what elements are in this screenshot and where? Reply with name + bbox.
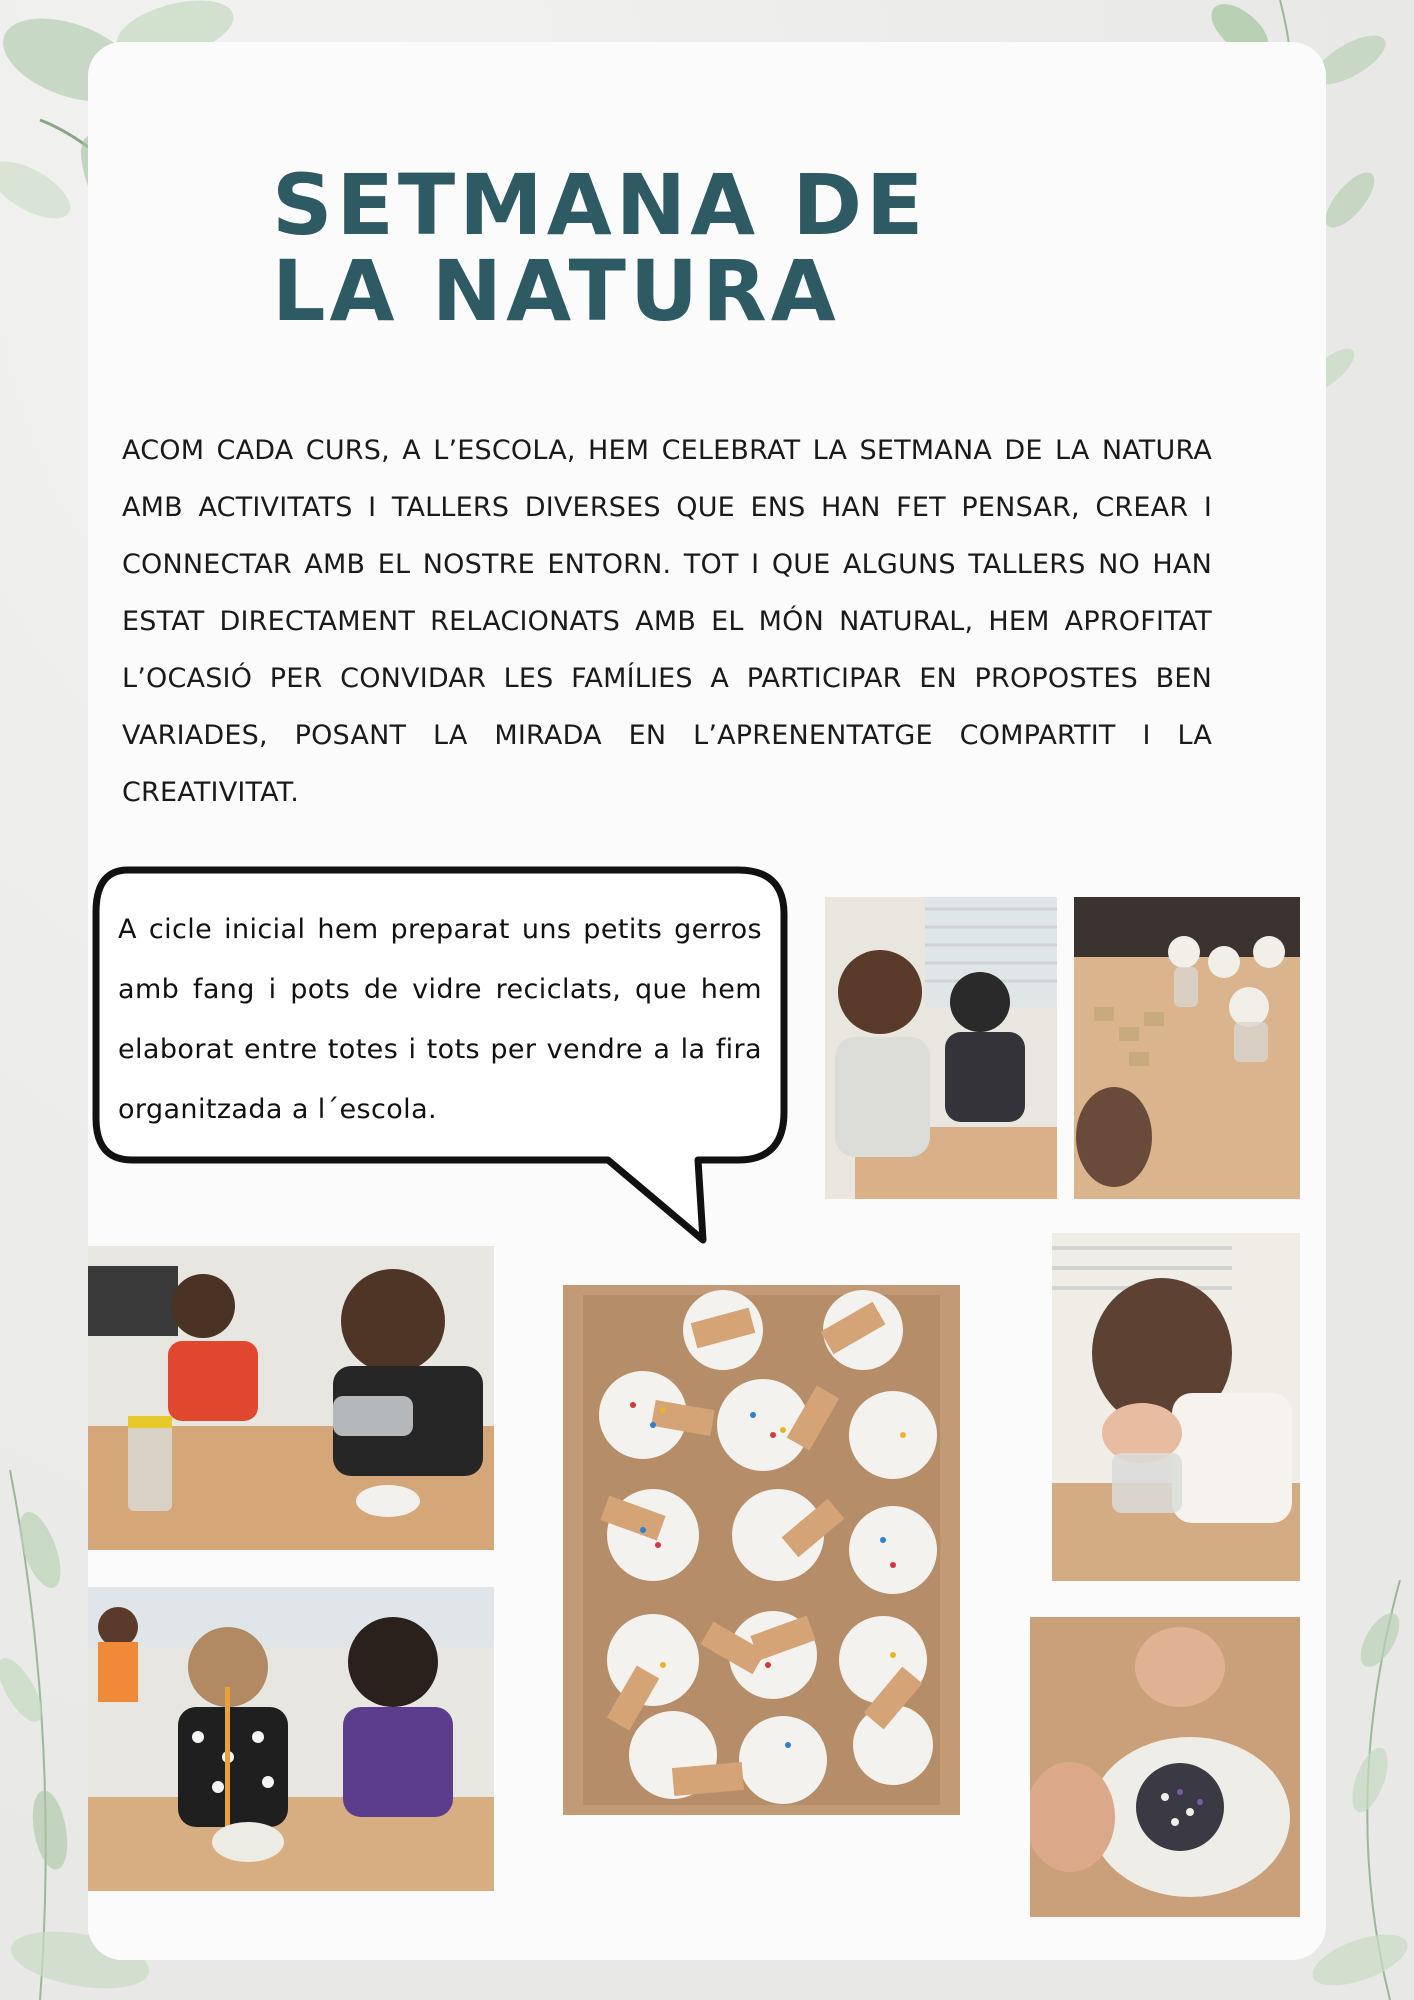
photo-box-of-clay-flowers	[563, 1285, 960, 1815]
photo-girl-with-jar	[1052, 1233, 1300, 1581]
title-line-1: SETMANA DE	[272, 156, 928, 254]
photo-children-with-jar	[88, 1246, 494, 1550]
photo-children-at-window	[825, 897, 1057, 1199]
photo-cutting-clay-flower	[1030, 1617, 1300, 1917]
speech-bubble-text: A cicle inicial hem preparat uns petits gerros amb fang i pots de vidre reciclats, que hem elaborat entre totes i tots per vendre a la fira organitzada a l´escola.	[118, 914, 762, 1125]
photo-girls-decorating-clay	[88, 1587, 494, 1891]
title-line-2: LA NATURA	[272, 242, 840, 340]
page-title	[272, 156, 928, 340]
photo-clay-flowers-jars	[1074, 897, 1300, 1199]
intro-paragraph: ACOM CADA CURS, A L’ESCOLA, HEM CELEBRAT LA SETMANA DE LA NATURA AMB ACTIVITATS I TALLERS DIVERSES QUE ENS HAN FET PENSAR, CREAR I CONNECTAR AMB EL NOSTRE ENTORN. TOT I QUE ALGUNS TALLERS NO HAN ESTAT DIRECTAMENT RELACIONATS AMB EL MÓN NATURAL, HEM APROFITAT L’OCASIÓ PER CONVIDAR LES FAMÍLIES A PARTICIPAR EN PROPOSTES BEN VARIADES, POSANT LA MIRADA EN L’APRENENTATGE COMPARTIT I LA CREATIVITAT.	[122, 435, 1212, 808]
